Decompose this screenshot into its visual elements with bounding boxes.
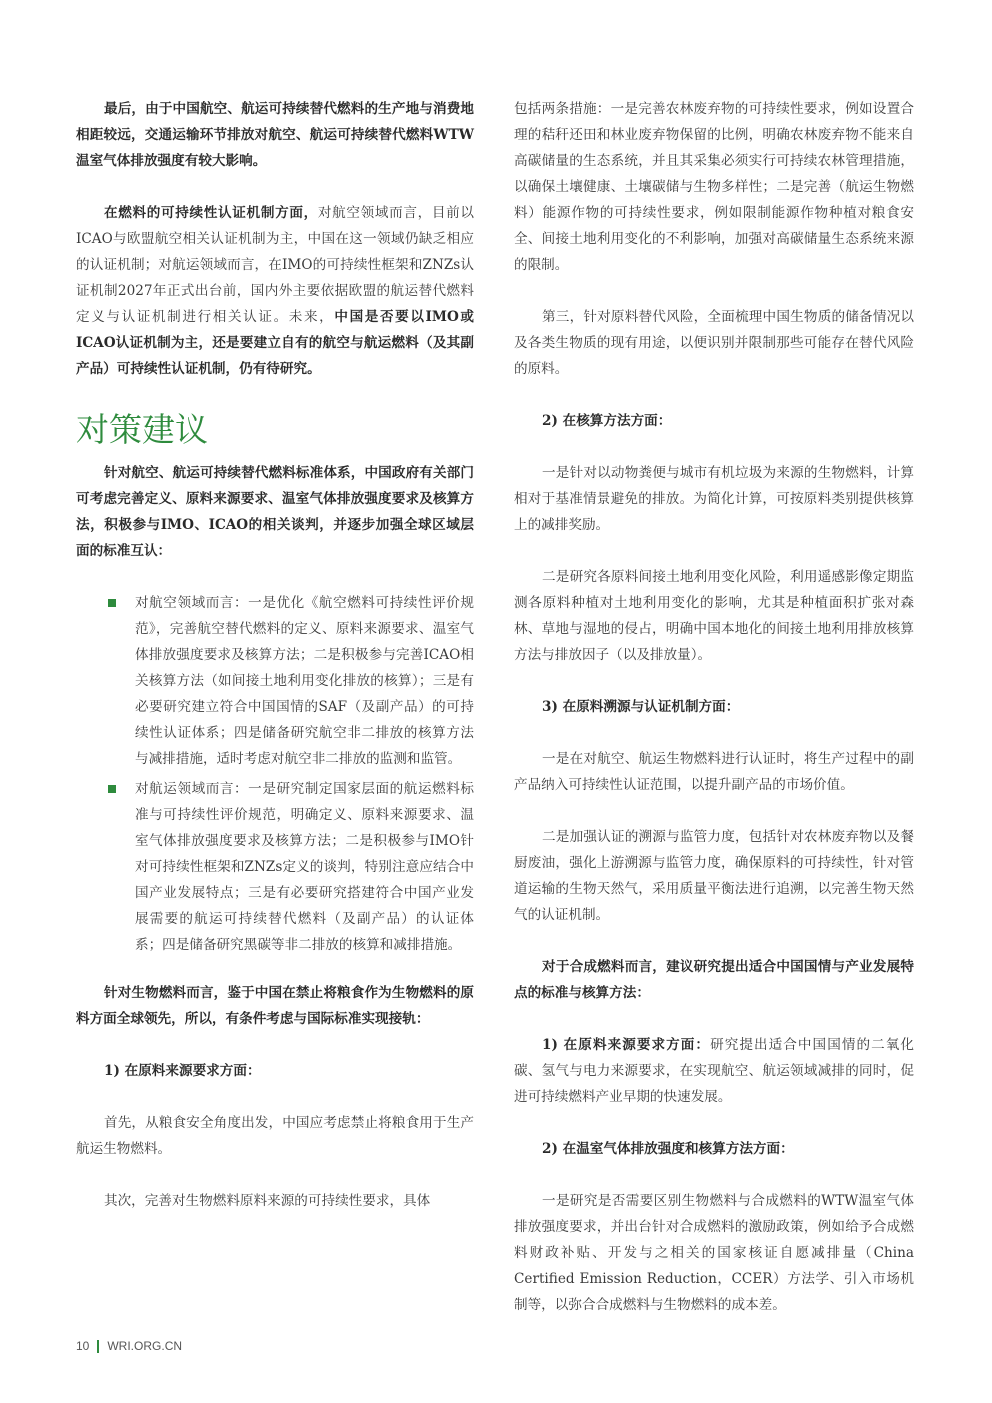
list-item-aviation [76,590,474,772]
list-item-text: 对航空领域而言：一是优化《航空燃料可持续性评价规范》，完善航空替代燃料的定义、原料来源要求、温室气体排放强度要求及核算方法；二是积极参与完善ICAO相关核算方法（如间接土地利用变化排放的核算）；三是有必要研究建立符合中国国情的SAF（及副产品）的可持续性认证体系；四是储备研究航空非二排放的核算方法与减排措施，适时考虑对航空非二排放的监测和监管。 [135,595,474,767]
section-heading: 对策建议 [76,410,208,449]
subheading-feedstock: 1) 在原料来源要求方面： [104,1063,261,1079]
certification-question: 中国是否要以IMO或ICAO认证机制为主，还是要建立自有的航空与航运燃料（及其副产品）可持续性认证机制，仍有待研究。 [76,309,475,377]
recommendations-intro: 针对航空、航运可持续替代燃料标准体系，中国政府有关部门可考虑完善定义、原料来源要求、温室气体排放强度要求及核算方法，积极参与IMO、ICAO的相关谈判，并逐步加强全球区域层面的标准互认： [76,465,474,559]
certification-text: 对航空领域而言，目前以ICAO与欧盟航空相关认证机制为主，中国在这一领域仍缺乏相应的认证机制；对航运领域而言，在IMO的可持续性框架和ZNZs认证机制2027年正式出台前，国内外主要依据欧盟的航运替代燃料定义与认证机制进行相关认证。未来， [76,205,474,325]
paragraph-measures: 包括两条措施：一是完善农林废弃物的可持续性要求，例如设置合理的秸秆还田和林业废弃物保留的比例，明确农林废弃物不能来自高碳储量的生态系统，并且其采集必须实行可持续农林管理措施，以确保土壤健康、土壤碳储与生物多样性；二是完善（航运生物燃料）能源作物的可持续性要求，例如限制能源作物种植对粮食安全、间接土地利用变化的不利影响，加强对高碳储量生态系统来源的限制。 [514,101,914,273]
synthetic-feedstock-text: 研究提出适合中国国情的二氧化碳、氢气与电力来源要求，在实现航空、航运领域减排的同时，促进可持续燃料产业早期的快速发展。 [514,1037,914,1105]
subheading-synthetic-feedstock: 1) 在原料来源要求方面： [542,1037,711,1053]
paragraph-first: 首先，从粮食安全角度出发，中国应考虑禁止将粮食用于生产航运生物燃料。 [76,1115,474,1157]
page-footer [76,1339,182,1353]
bullet-square-icon [108,599,116,607]
paragraph-third: 第三，针对原料替代风险，全面梳理中国生物质的储备情况以及各类生物质的现有用途，以便识别并限制那些可能存在替代风险的原料。 [514,309,914,377]
paragraph-second: 其次，完善对生物燃料原料来源的可持续性要求，具体 [104,1193,431,1209]
list-item-text: 对航运领域而言：一是研究制定国家层面的航运燃料标准与可持续性评价规范，明确定义、原料来源要求、温室气体排放强度要求及核算方法；二是积极参与IMO针对可持续性框架和ZNZs定义的谈判，特别注意应结合中国产业发展特点；三是有必要研究搭建符合中国产业发展需要的航运可持续替代燃料（及副产品）的认证体系；四是储备研究黑碳等非二排放的核算和减排措施。 [135,781,474,953]
right-column [514,96,914,1344]
bullet-square-icon [108,785,116,793]
biofuel-intro: 针对生物燃料而言，鉴于中国在禁止将粮食作为生物燃料的原料方面全球领先，所以，有条件考虑与国际标准实现接轨： [76,985,474,1027]
paragraph-traceability-1: 一是在对航空、航运生物燃料进行认证时，将生产过程中的副产品纳入可持续性认证范围，以提升副产品的市场价值。 [514,751,914,793]
recommendation-list [76,590,474,958]
footer-site: WRI.ORG.CN [107,1339,183,1353]
footer-divider [97,1340,99,1353]
paragraph-ghg-intensity: 一是研究是否需要区别生物燃料与合成燃料的WTW温室气体排放强度要求，并出台针对合成燃料的激励政策，例如给予合成燃料财政补贴、开发与之相关的国家核证自愿减排量（China Certified Emission Reduction，CCER）方法学、引入市场机制等，以弥合合成燃料与生物燃料的成本差。 [514,1193,914,1313]
paragraph-accounting-1: 一是针对以动物粪便与城市有机垃圾为来源的生物燃料，计算相对于基准情景避免的排放。为简化计算，可按原料类别提供核算上的减排奖励。 [514,465,914,533]
paragraph-traceability-2: 二是加强认证的溯源与监管力度，包括针对农林废弃物以及餐厨废油，强化上游溯源与监管力度，确保原料的可持续性，针对管道运输的生物天然气，采用质量平衡法进行追溯，以完善生物天然气的认证机制。 [514,829,914,923]
subheading-ghg-intensity: 2) 在温室气体排放强度和核算方法方面： [542,1141,794,1157]
paragraph-certification [76,200,474,382]
subheading-accounting: 2) 在核算方法方面： [542,413,672,429]
synthetic-fuel-intro: 对于合成燃料而言，建议研究提出适合中国国情与产业发展特点的标准与核算方法： [514,959,914,1001]
paragraph-synthetic-feedstock [514,1032,914,1110]
subheading-traceability: 3) 在原料溯源与认证机制方面： [542,699,740,715]
page-number: 10 [76,1339,90,1353]
certification-lead: 在燃料的可持续性认证机制方面， [104,205,318,221]
list-item-shipping [76,776,474,958]
paragraph-transport-emissions: 最后，由于中国航空、航运可持续替代燃料的生产地与消费地相距较远，交通运输环节排放对航空、航运可持续替代燃料WTW温室气体排放强度有较大影响。 [76,101,474,169]
left-column [76,96,474,1240]
paragraph-accounting-2: 二是研究各原料间接土地利用变化风险，利用遥感影像定期监测各原料种植对土地利用变化的影响，尤其是种植面积扩张对森林、草地与湿地的侵占，明确中国本地化的间接土地利用排放核算方法与排放因子（以及排放量）。 [514,569,914,663]
